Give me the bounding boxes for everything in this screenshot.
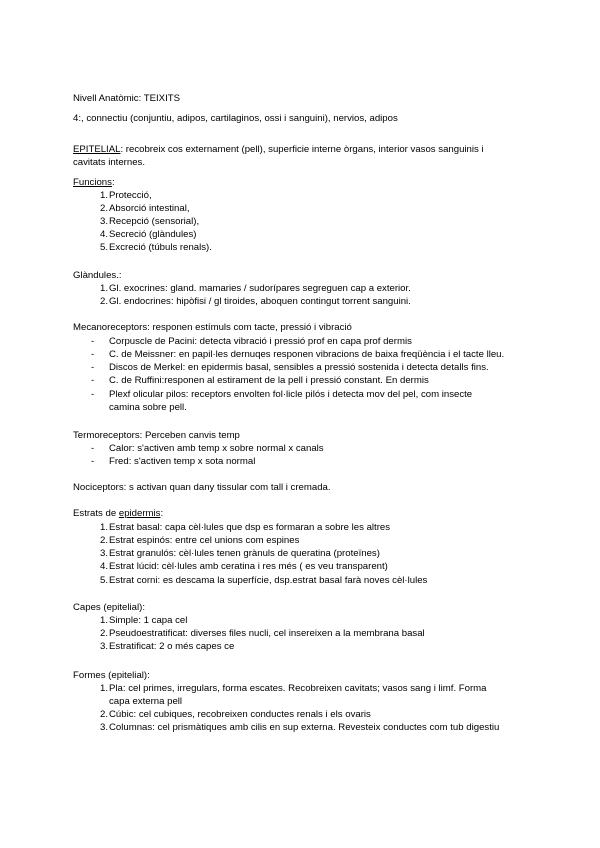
capes-heading: Capes (epitelial): [73,602,145,613]
formes-heading: Formes (epitelial): [73,670,150,681]
page-title: Nivell Anatòmic: TEIXITS [73,93,180,104]
glandules-heading: Glàndules.: [73,270,122,281]
epitelial-line-2: cavitats internes. [73,157,145,168]
funcions-label: Funcions [73,177,112,188]
epitelial-line-1 [73,144,484,156]
termoreceptors-heading: Termoreceptors: Perceben canvis temp [73,430,240,441]
mecanoreceptors-heading: Mecanoreceptors: responen estímuls com tacte, pressió i vibració [73,322,352,333]
document-page: Nivell Anatòmic: TEIXITS 4:, connectiu (conjuntiu, adipos, cartilaginos, ossi i sanguini), nervios, adipos EPITELIAL: recobreix cos externament (pell), superficie interne òrgans, interior vasos sanguinis i cavitats internes. Funcions: 1. Protecció, 2. Absorció intestinal, 3. Recepció (sensorial), 4. Secreció (glàndules) 5. Excreció (túbuls renals). Glàndules.: 1. Gl. exocrines: gland. mamaries / sudorípares segreguen cap a exterior. 2. Gl. endocrines: hipòfisi / gl tiroides, aboquen contingut torrent sanguini. Mecanoreceptors: responen estímuls com tacte, pressió i vibració - Corpuscle de Pacini: detecta vibració i pressió prof en capa prof dermis - C. de Meissner: en papil·les dernuqes responen vibracions de baixa freqüència i el tacte lleu. - Discos de Merkel: en epidermis basal, sensibles a pressió sostenida i detecta detalls fins. - C. de Ruffini:responen al estirament de la pell i pressió constant. En dermis - Plexf olicular pilos: receptors envolten fol·licle pilós i detecta mov del pel, com insecte camina sobre pell. Termoreceptors: Perceben canvis temp - Calor: s'activen amb temp x sobre normal x canals - Fred: s'activen temp x sota normal Nociceptors: s activan quan dany tissular com tall i cremada. Estrats de epidermis: 1. Estrat basal: capa cèl·lules que dsp es formaran a sobre les altres 2. Estrat espinós: entre cel unions com espines 3. Estrat granulós: cèl·lules tenen grànuls de queratina (proteïnes) 4. Estrat lúcid: cèl·lules amb ceratina i res més ( es veu transparent) 5. Estrat corni: es descama la superfície, dsp.estrat basal farà noves cèl·lules Capes (epitelial): 1. Simple: 1 capa cel 2. Pseudoestratificat: diverses files nucli, cel insereixen a la membrana basal 3. Estratificat: 2 o més capes ce Formes (epitelial): 1. Pla: cel primes, irregulars, forma escates. Recobreixen cavitats; vasos sang i limf. Forma capa externa pell 2. Cúbic: cel cubiques, recobreixen conductes renals i els ovaris 3. Columnas: cel prismàtiques amb cilis en sup externa. Revesteix conductes com tub digestiu [73,93,505,733]
funcions-heading [73,177,115,189]
epitelial-label: EPITELIAL [73,144,121,155]
epitelial-text-1: : recobreix cos externament (pell), superficie interne òrgans, interior vasos sanguinis i [120,144,484,155]
tissue-types-line: 4:, connectiu (conjuntiu, adipos, cartilaginos, ossi i sanguini), nervios, adipos [73,113,398,124]
epidermis-label: epidermis [118,508,161,519]
estrats-heading: Estrats de epidermis: [73,508,164,519]
funcions-colon: : [111,177,115,188]
nociceptors-line: Nociceptors: s activan quan dany tissular com tall i cremada. [73,482,331,493]
